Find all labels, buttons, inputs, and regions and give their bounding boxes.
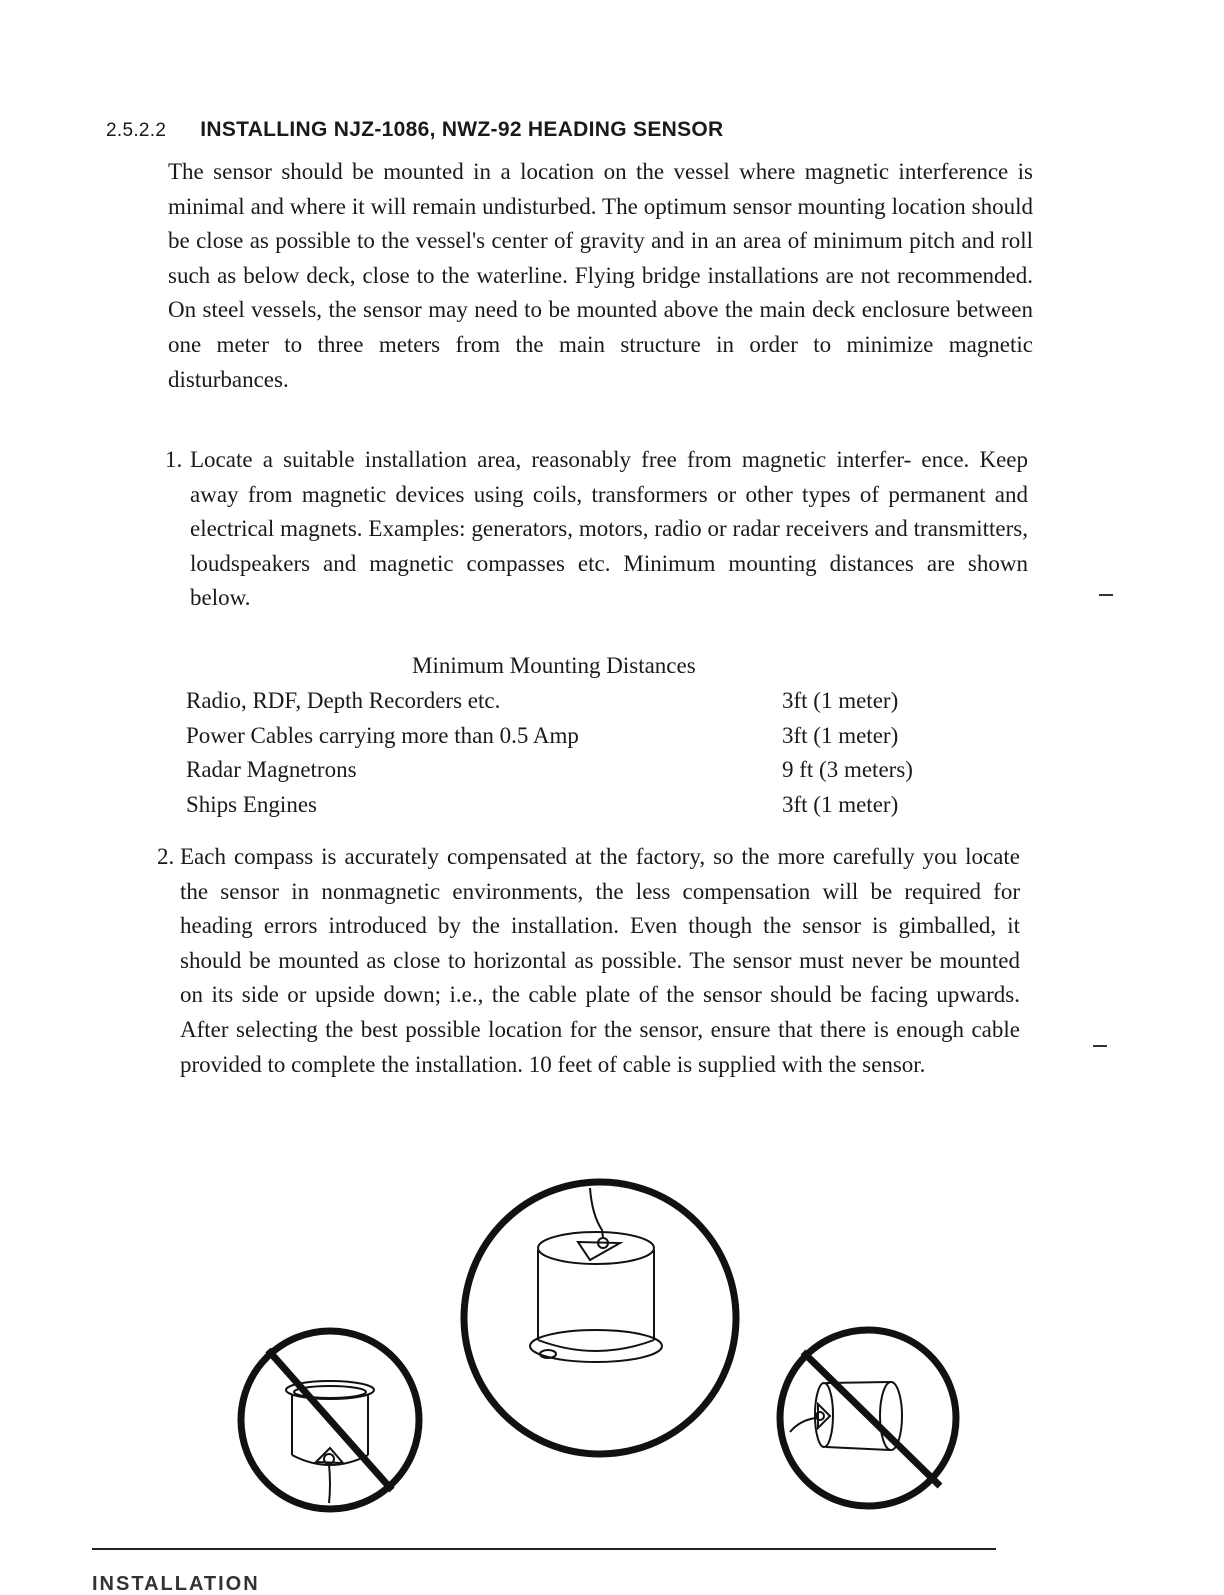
table-cell-distance: 3ft (1 meter) bbox=[782, 688, 899, 713]
upright-sensor-illustration bbox=[464, 1182, 736, 1454]
step-2-text: Each compass is accurately compensated at the factory, so the more carefully you locate the sensor in nonmagnetic environments, the less compensation will be required for heading errors introduced by the installation. Even though the sensor is gimballed, it should be mounted as close to horizontal as possible. The sensor must never be mounted on its side or upside down; i.e., the cable plate of the sensor should be facing upwards. After selecting the best possible location for the sensor, ensure that there is enough cable provided to complete the installation. 10 feet of cable is supplied with the sensor. bbox=[180, 844, 1020, 1077]
table-cell-distance: 9 ft (3 meters) bbox=[782, 757, 913, 782]
on-side-sensor-illustration bbox=[780, 1330, 956, 1506]
table-title: Minimum Mounting Distances bbox=[412, 653, 696, 678]
margin-mark bbox=[1093, 1045, 1107, 1047]
table-cell-distance: 3ft (1 meter) bbox=[782, 791, 899, 817]
step-1-number: 1. bbox=[165, 447, 183, 472]
step-1-text: Locate a suitable installation area, reasonably free from magnetic interfer- ence. Keep away from magnetic devices using coils, transformers or other types of permanent and electrical magnets. Examples: generators, motors, radio or radar receivers and transmitters, loudspeakers and magnetic compasses etc. Minimum mounting distances are shown below. bbox=[190, 447, 1028, 611]
margin-mark bbox=[1099, 594, 1113, 596]
table-cell-distance: 3ft (1 meter) bbox=[782, 722, 899, 748]
table-cell-item: Power Cables carrying more than 0.5 Amp bbox=[186, 722, 579, 748]
table-cell-item: Ships Engines bbox=[186, 791, 317, 817]
upside-down-sensor-illustration bbox=[241, 1331, 419, 1509]
intro-paragraph: The sensor should be mounted in a location on the vessel where magnetic interference is minimal and where it will remain undisturbed. The optimum sensor mounting location should be close as possible to the vessel's center of gravity and in an area of minimum pitch and roll such as below deck, close to the waterline. Flying bridge installations are not recommended. On steel vessels, the sensor may need to be mounted above the main deck enclosure between one meter to three meters from the main structure in order to minimize magnetic disturbances. bbox=[168, 159, 1033, 392]
section-number: 2.5.2.2 bbox=[106, 120, 167, 141]
footer-rule bbox=[92, 1548, 996, 1550]
footer-text: INSTALLATION bbox=[92, 1573, 260, 1595]
table-cell-item: Radar Magnetrons bbox=[186, 757, 357, 782]
step-2-number: 2. bbox=[157, 844, 175, 869]
section-title: INSTALLING NJZ-1086, NWZ-92 HEADING SENSOR bbox=[200, 118, 724, 141]
table-cell-item: Radio, RDF, Depth Recorders etc. bbox=[186, 688, 501, 713]
